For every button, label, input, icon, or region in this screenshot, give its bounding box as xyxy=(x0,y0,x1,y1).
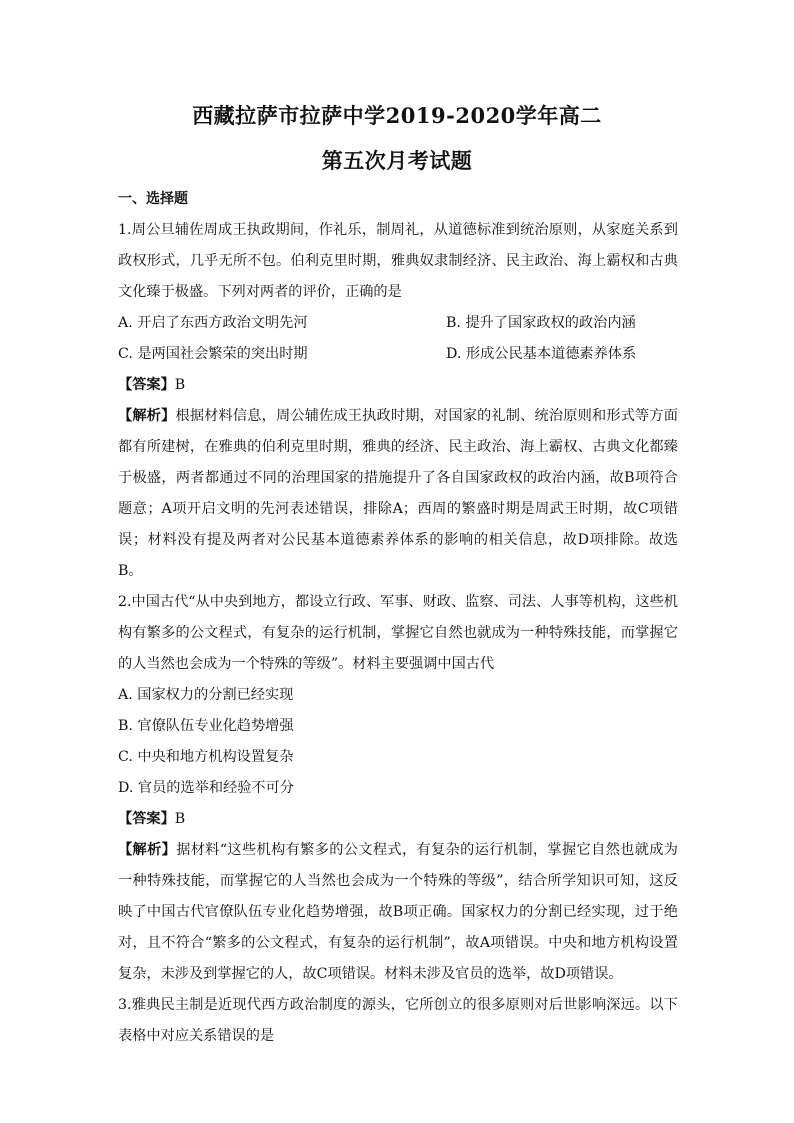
question-3-stem: 3.雅典民主制是近现代西方政治制度的源头，它所创立的很多原则对后世影响深远。以下表格中对应关系错误的是 xyxy=(118,997,678,1044)
answer-value: B xyxy=(174,377,186,393)
question-2-stem: 2.中国古代“从中央到地方，都设立行政、军事、财政、监察、司法、人事等机构，这些机构有繁多的公文程式，有复杂的运行机制，掌握它自然也就成为一种特殊技能，而掌握它的人当然也会成为一个特殊的等级”。材料主要强调中国古代 xyxy=(118,594,678,672)
section-heading: 一、选择题 xyxy=(118,191,188,207)
question-2-option-a: A. 国家权力的分割已经实现 xyxy=(118,687,294,703)
analysis-tag: 【解析】 xyxy=(118,408,176,424)
document-title-line1: 西藏拉萨市拉萨中学2019-2020学年高二 xyxy=(192,103,602,128)
answer-tag: 【答案】 xyxy=(118,811,175,827)
question-2-option-b: B. 官僚队伍专业化趋势增强 xyxy=(118,718,294,734)
analysis-text: 据材料“这些机构有繁多的公文程式，有复杂的运行机制，掌握它自然也就成为一种特殊技能，而掌握它的人当然也会成为一个特殊的等级”，结合所学知识可知，这反映了中国古代官僚队伍专业化趋势增强，故B项正确。国家权力的分割已经实现，过于绝对，且不符合“繁多的公文程式，有复杂的运行机制”，故A项错误。中央和地方机构设置复杂，未涉及到掌握它的人，故C项错误。材料未涉及官员的选举，故D项错误。 xyxy=(118,842,678,982)
question-1-option-b: B. 提升了国家政权的政治内涵 xyxy=(446,315,636,331)
question-1-stem: 1.周公旦辅佐周成王执政期间，作礼乐，制周礼，从道德标准到统治原则，从家庭关系到政权形式，几乎无所不包。伯利克里时期，雅典奴隶制经济、民主政治、海上霸权和古典文化臻于极盛。下列对两者的评价，正确的是 xyxy=(118,222,678,300)
document-title-line2: 第五次月考试题 xyxy=(321,148,473,173)
document-body xyxy=(118,184,678,1052)
question-1-option-d: D. 形成公民基本道德素养体系 xyxy=(446,346,637,362)
question-2-option-c: C. 中央和地方机构设置复杂 xyxy=(118,749,294,765)
question-2-analysis xyxy=(118,835,678,990)
question-1-option-a: A. 开启了东西方政治文明先河 xyxy=(118,315,308,331)
question-1-answer xyxy=(118,370,678,401)
question-2-option-d: D. 官员的选举和经验不可分 xyxy=(118,780,294,796)
question-1-options xyxy=(118,308,678,370)
question-1-analysis xyxy=(118,401,678,587)
question-2-answer xyxy=(118,804,678,835)
answer-tag: 【答案】 xyxy=(118,377,175,393)
analysis-tag: 【解析】 xyxy=(118,842,177,858)
question-1-option-c: C. 是两国社会繁荣的突出时期 xyxy=(118,346,308,362)
answer-value: B xyxy=(174,811,186,827)
analysis-text: 根据材料信息，周公辅佐成王执政时期，对国家的礼制、统治原则和形式等方面都有所建树，在雅典的伯利克里时期，雅典的经济、民主政治、海上霸权、古典文化都臻于极盛，两者都通过不同的治理国家的措施提升了各自国家政权的政治内涵，故B项符合题意；A项开启文明的先河表述错误，排除A；西周的繁盛时期是周武王时期，故C项错误；材料没有提及两者对公民基本道德素养体系的影响的相关信息，故D项排除。故选B。 xyxy=(118,408,678,579)
